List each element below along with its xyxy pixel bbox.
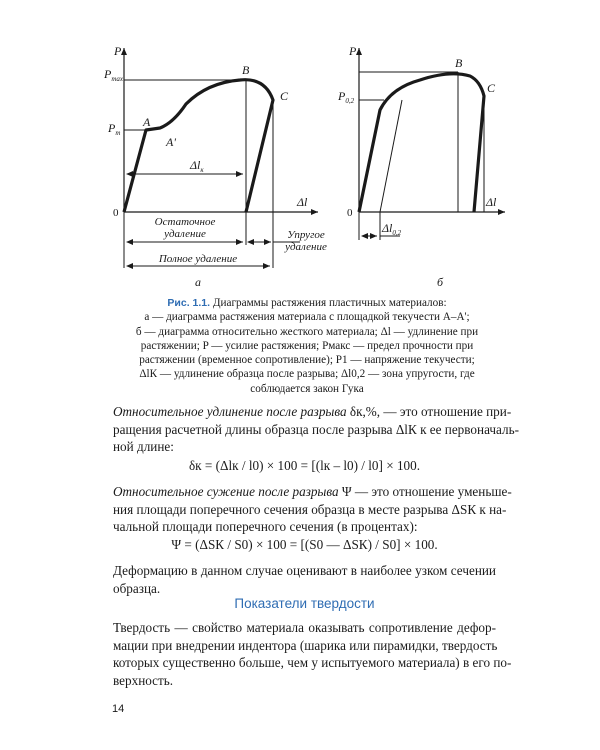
curve-b (359, 74, 484, 212)
label-origin-a: 0 (113, 207, 119, 219)
label-p-b: P (349, 44, 357, 58)
page-number: 14 (112, 703, 125, 715)
label-pt: $P_т$ (108, 121, 121, 137)
section-heading: Показатели твердости (234, 596, 375, 611)
caption-line-6: ΔlК — удлинение образца после разрыва; Δl0,2 — зона упругости, где (139, 368, 475, 381)
paragraph-line: ращения расчетной длины образца после разрыва ΔlК к ее первоначаль- (113, 421, 519, 437)
caption-line-5: растяжении (временное сопротивление); P1 — напряжение текучести; (139, 354, 475, 367)
point-c-a: C (280, 89, 289, 103)
curve-a (124, 80, 273, 212)
paragraph-line: мации при внедрении индентора (шарика или пирамидки, твердость (113, 637, 498, 653)
letter-b: б (437, 275, 444, 289)
formula-contraction: Ψ = (ΔSК / S0) × 100 = [(S0 — ΔSК) / S0] × 100. (171, 537, 438, 552)
letter-a: а (195, 275, 201, 289)
figure-tensile-diagrams (0, 0, 600, 300)
paragraph-line: Относительное удлинение после разрыва δк,%, — это отношение при- (113, 404, 512, 419)
label-full: Полное удаление (158, 253, 238, 265)
caption-line-2: а — диаграмма растяжения материала с площадкой текучести A–A'; (144, 311, 470, 324)
paragraph-hardness (113, 619, 512, 689)
label-origin-b: 0 (347, 207, 353, 219)
paragraph-line: Деформацию в данном случае оценивают в наиболее узком сечении (113, 563, 496, 578)
caption-line-7: соблюдается закон Гука (250, 382, 364, 395)
label-pmax: $P_{max}$ (104, 67, 124, 83)
formula-elongation: δк = (Δlк / l0) × 100 = [(lк – l0) / l0] × 100. (188, 458, 421, 473)
paragraph-line: Твердость — свойство материала оказывать сопротивление дефор- (113, 620, 496, 635)
paragraph-line: чальной площади поперечного сечения (в процентах): (113, 519, 418, 535)
label-residual-2: удаление (164, 228, 206, 240)
label-elastic-2: удаление (285, 241, 327, 253)
label-elastic-1: Упругое (287, 229, 325, 241)
point-b-b: B (455, 56, 463, 70)
paragraph-line: которых существенно больше, чем у испытуемого материала) в его по- (113, 655, 512, 671)
caption-line-4: растяжении; P — усилие растяжения; Pмакс — предел прочности при (140, 339, 474, 352)
paragraph-line: ния площади поперечного сечения образца в месте разрыва ΔSК к на- (113, 501, 507, 517)
diagram-a (103, 44, 327, 289)
point-a-prime: A' (166, 135, 176, 149)
caption-line-1: Рис. 1.1. Диаграммы растяжения пластичных материалов: (167, 297, 447, 309)
paragraph-deformation (113, 562, 496, 597)
label-p-a: P (114, 44, 122, 58)
label-dl-b: Δl (486, 195, 497, 209)
label-dl-a: Δl (297, 195, 308, 209)
caption-line-3: б — диаграмма относительно жесткого материала; Δl — удлинение при (135, 325, 479, 338)
paragraph-elongation (113, 403, 519, 456)
diagram-b (337, 44, 505, 289)
label-residual-1: Остаточное (154, 216, 216, 228)
paragraph-line: образца. (113, 580, 161, 596)
point-b-a: B (242, 63, 250, 77)
paragraph-line: ной длине: (113, 439, 174, 455)
point-c-b: C (487, 81, 496, 95)
paragraph-contraction (113, 483, 512, 536)
caption-title: Рис. 1.1. (167, 297, 211, 309)
figure-caption (112, 296, 502, 396)
point-a: A (143, 115, 151, 129)
label-dlk: $\Delta l_к$ (190, 158, 204, 174)
label-p02: $P_{0,2}$ (338, 89, 355, 105)
paragraph-line: Относительное сужение после разрыва Ψ — это отношение уменьше- (113, 484, 512, 499)
offset-line (380, 100, 402, 212)
paragraph-line: верхность. (113, 672, 174, 688)
label-dl02: $\Delta l_{0,2}$ (382, 221, 402, 237)
